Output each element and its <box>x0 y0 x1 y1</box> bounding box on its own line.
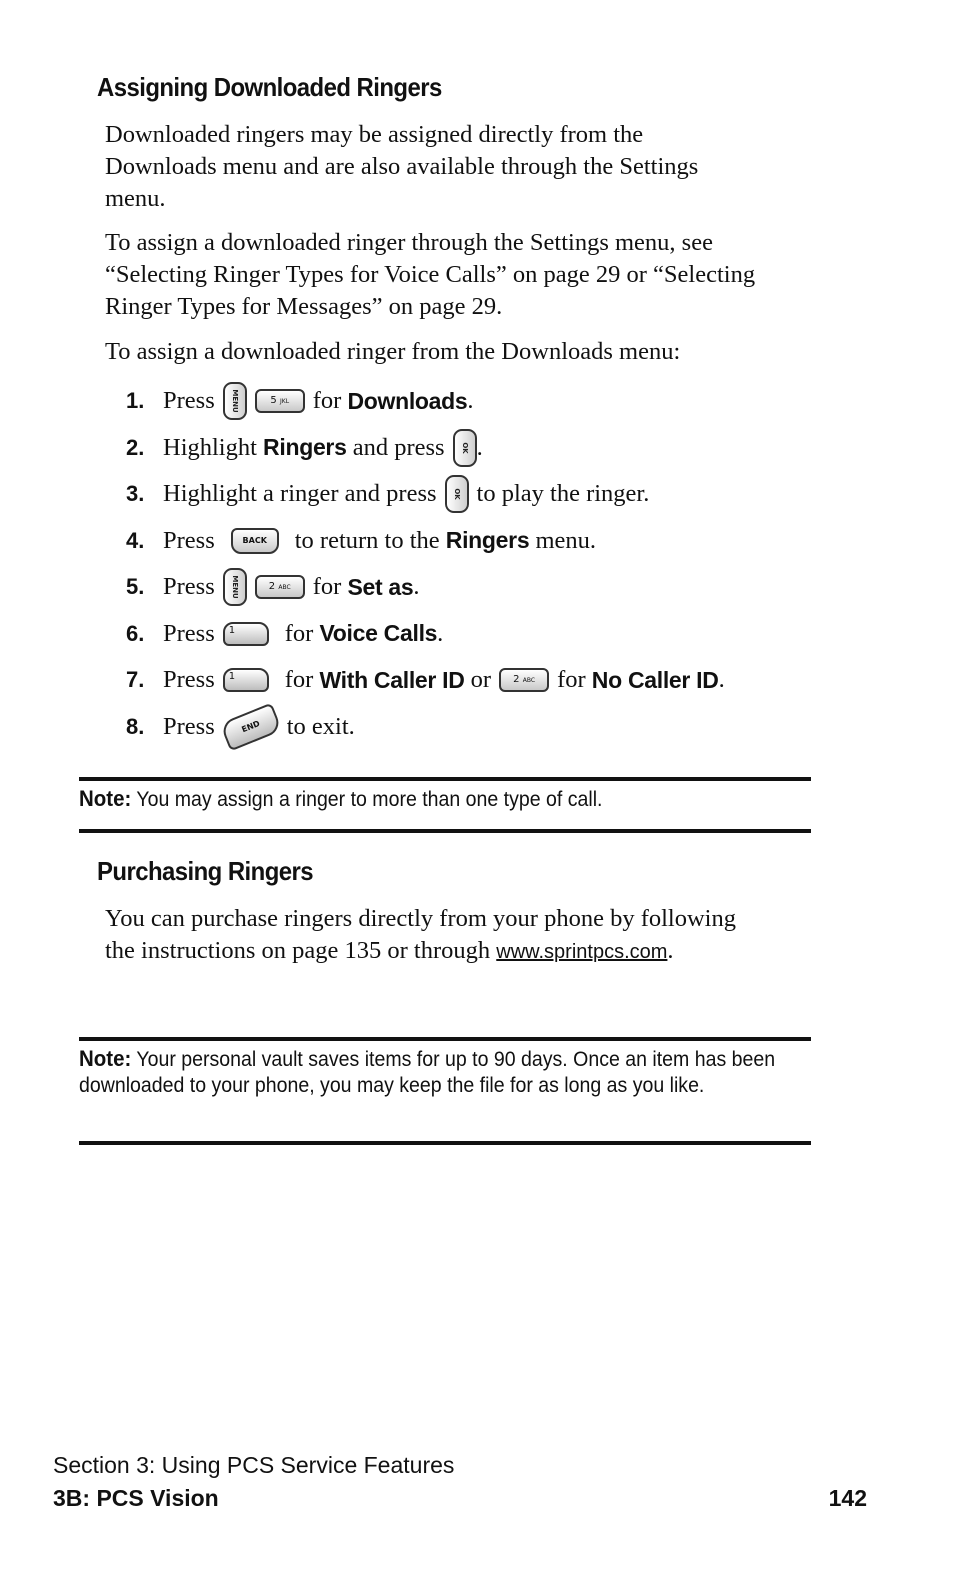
step-text: Press <box>163 526 215 554</box>
step-text: Highlight a ringer and press <box>163 480 437 508</box>
step-3 <box>126 471 725 518</box>
paragraph-intro: Downloaded ringers may be assigned directly from the Downloads menu and are also available through the Settings menu. <box>105 121 699 212</box>
step-7 <box>126 657 725 704</box>
step-number: 5. <box>126 574 145 600</box>
step-8 <box>126 704 725 751</box>
step-text: menu. <box>535 526 597 554</box>
step-text: . <box>718 666 725 694</box>
section-heading-purchasing: Purchasing Ringers <box>97 856 314 886</box>
step-5 <box>126 564 725 611</box>
paragraph-purchasing <box>105 903 745 968</box>
step-text: Press <box>163 573 215 601</box>
step-text: and press <box>352 433 445 461</box>
step-text: Press <box>163 666 215 694</box>
step-number: 1. <box>126 388 145 414</box>
steps-list <box>126 378 725 750</box>
step-bold-term: Voice Calls <box>319 620 438 647</box>
step-bold-term: Downloads <box>347 387 468 414</box>
step-bold-term: No Caller ID <box>591 666 719 693</box>
step-number: 2. <box>126 434 145 460</box>
ok-key-icon: OK <box>445 475 469 513</box>
paragraph-text: . <box>667 937 674 964</box>
one-key-icon: 1 <box>223 668 269 692</box>
note-label: Note: <box>79 786 132 811</box>
note-personal-vault <box>79 1046 800 1099</box>
step-2 <box>126 425 725 472</box>
end-key-icon: END <box>219 702 282 751</box>
step-number: 8. <box>126 713 145 739</box>
step-bold-term: Ringers <box>445 527 530 554</box>
two-key-icon: 2 ABC <box>499 668 549 692</box>
step-text: Press <box>163 712 215 740</box>
note-text: Your personal vault saves items for up to 90 days. Once an item has been downloaded to your phone, you may keep the file for as long as you like. <box>79 1048 776 1097</box>
paragraph-text: You can purchase ringers directly from your phone by following the instructions on page 135 or through <box>105 905 736 964</box>
step-6 <box>126 611 725 658</box>
note-text: You may assign a ringer to more than one type of call. <box>136 788 603 811</box>
footer-section: Section 3: Using PCS Service Features <box>53 1452 455 1478</box>
page-number: 142 <box>828 1485 867 1511</box>
step-4 <box>126 518 725 565</box>
step-text: Press <box>163 619 215 647</box>
step-text: . <box>413 573 420 601</box>
five-key-icon: 5 JKL <box>255 389 305 413</box>
step-text: to exit. <box>286 712 355 740</box>
step-number: 3. <box>126 481 145 507</box>
step-text: Highlight <box>163 433 257 461</box>
step-text: or <box>470 666 492 694</box>
two-key-icon: 2 ABC <box>255 575 305 599</box>
back-key-icon: BACK <box>231 528 279 554</box>
section-heading-assigning: Assigning Downloaded Ringers <box>97 72 442 102</box>
menu-key-icon: MENU <box>223 568 247 606</box>
paragraph-downloads-menu: To assign a downloaded ringer from the Downloads menu: <box>105 338 681 365</box>
step-text: . <box>476 433 483 461</box>
footer-chapter: 3B: PCS Vision <box>53 1485 219 1511</box>
ok-key-icon: OK <box>453 429 477 467</box>
step-text: for <box>557 666 586 694</box>
step-text: for <box>284 619 314 647</box>
step-1 <box>126 378 725 425</box>
note-top-rule <box>79 777 811 781</box>
one-key-icon: 1 <box>223 622 269 646</box>
note-bottom-rule <box>79 829 811 833</box>
step-text: to play the ringer. <box>476 480 650 508</box>
note-ringer-types <box>79 786 758 813</box>
note-top-rule <box>79 1037 811 1041</box>
paragraph-settings: To assign a downloaded ringer through the Settings menu, see “Selecting Ringer Types for Voice Calls” on page 29 or “Selecting Ringer Types for Messages” on page 29. <box>105 229 756 320</box>
step-text: . <box>437 619 444 647</box>
step-bold-term: Ringers <box>263 434 347 461</box>
step-number: 4. <box>126 527 145 553</box>
step-text: for <box>312 573 342 601</box>
note-label: Note: <box>79 1046 132 1071</box>
step-bold-term: With Caller ID <box>319 666 465 693</box>
step-bold-term: Set as <box>347 573 414 600</box>
step-text: Press <box>163 387 215 415</box>
step-text: for <box>312 387 342 415</box>
step-text: for <box>284 666 314 694</box>
note-bottom-rule <box>79 1141 811 1145</box>
step-text: to return to the <box>294 526 440 554</box>
step-text: . <box>467 387 474 415</box>
sprintpcs-link[interactable]: www.sprintpcs.com <box>496 941 668 963</box>
step-number: 7. <box>126 667 145 693</box>
menu-key-icon: MENU <box>223 382 247 420</box>
step-number: 6. <box>126 620 145 646</box>
